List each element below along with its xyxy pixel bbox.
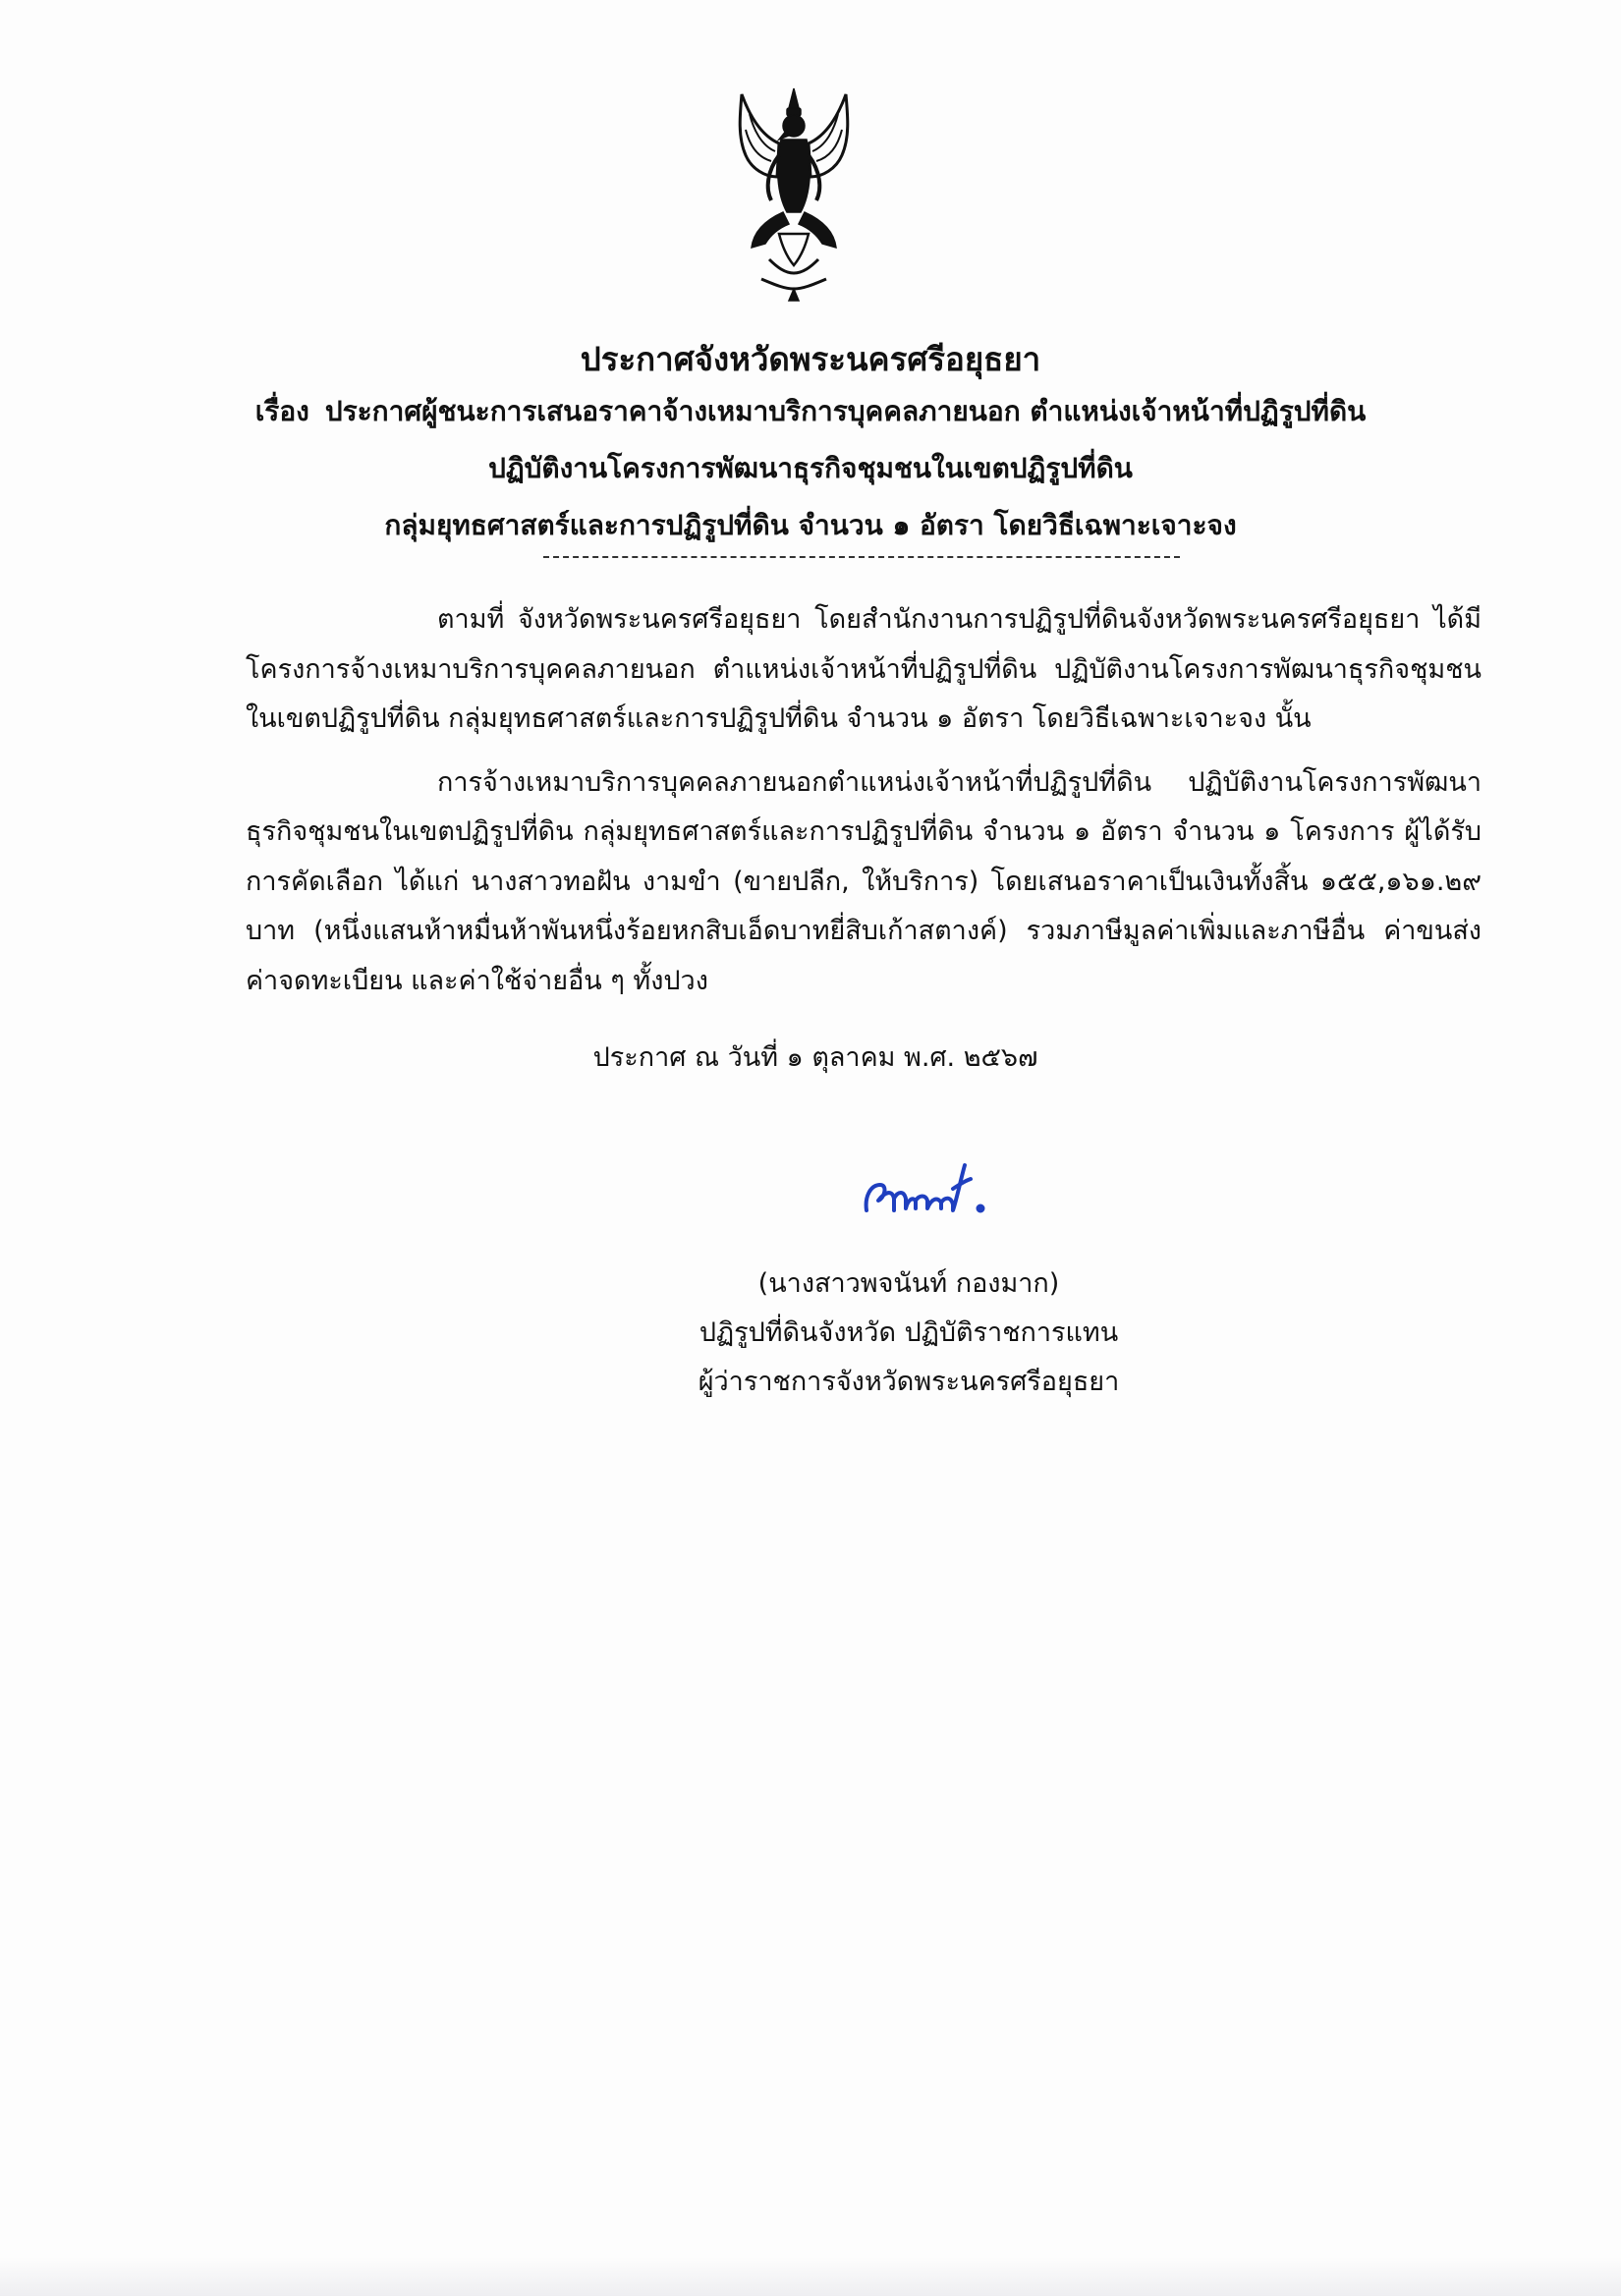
subject-label: เรื่อง (254, 395, 309, 427)
announcement-title: ประกาศจังหวัดพระนครศรีอยุธยา (580, 340, 1041, 378)
body-paragraph-1: ตามที่ จังหวัดพระนครศรีอยุธยา โดยสำนักงานการปฏิรูปที่ดินจังหวัดพระนครศรีอยุธยา ได้มีโครงการจ้างเหมาบริการบุคคลภายนอก ตำแหน่งเจ้าหน้าที่ปฏิรูปที่ดิน ปฏิบัติงานโครงการพัฒนาธุรกิจชุมชนในเขตปฏิรูปที่ดิน กลุ่มยุทธศาสตร์และการปฏิรูปที่ดิน จำนวน ๑ อัตรา โดยวิธีเฉพาะเจาะจง นั้น (246, 604, 1481, 734)
subject-text-1: ประกาศผู้ชนะการเสนอราคาจ้างเหมาบริการบุคคลภายนอก ตำแหน่งเจ้าหน้าที่ปฏิรูปที่ดิน (324, 395, 1367, 427)
signer-name: (นางสาวพจนันท์ กองมาก) (757, 1268, 1060, 1299)
dashed-divider (543, 556, 1180, 558)
announcement-date: ประกาศ ณ วันที่ ๑ ตุลาคม พ.ศ. ๒๕๖๗ (592, 1042, 1038, 1073)
announcement-body (246, 595, 1481, 1020)
subject-line-2: ปฏิบัติงานโครงการพัฒนาธุรกิจชุมชนในเขตปฏิรูปที่ดิน (488, 452, 1133, 484)
subject-line-3: กลุ่มยุทธศาสตร์และการปฏิรูปที่ดิน จำนวน ๑ อัตรา โดยวิธีเฉพาะเจาะจง (384, 509, 1237, 541)
garuda-emblem-icon (732, 86, 856, 303)
signer-position: ปฏิรูปที่ดินจังหวัด ปฏิบัติราชการแทน (699, 1317, 1119, 1348)
signer-on-behalf-of: ผู้ว่าราชการจังหวัดพระนครศรีอยุธยา (698, 1367, 1120, 1397)
subject-line-1 (177, 383, 1444, 440)
body-paragraph-2: การจ้างเหมาบริการบุคคลภายนอกตำแหน่งเจ้าหน้าที่ปฏิรูปที่ดิน ปฏิบัติงานโครงการพัฒนาธุรกิจชุมชนในเขตปฏิรูปที่ดิน กลุ่มยุทธศาสตร์และการปฏิรูปที่ดิน จำนวน ๑ อัตรา จำนวน ๑ โครงการ ผู้ได้รับการคัดเลือก ได้แก่ นางสาวทอฝัน งามขำ (ขายปลีก, ให้บริการ) โดยเสนอราคาเป็นเงินทั้งสิ้น ๑๕๕,๑๖๑.๒๙ บาท (หนึ่งแสนห้าหมื่นห้าพันหนึ่งร้อยหกสิบเอ็ดบาทยี่สิบเก้าสตางค์) รวมภาษีมูลค่าเพิ่มและภาษีอื่น ค่าขนส่ง ค่าจดทะเบียน และค่าใช้จ่ายอื่น ๆ ทั้งปวง (246, 766, 1481, 996)
page-edge-shadow (0, 2257, 1621, 2296)
signature-icon (855, 1149, 1002, 1228)
announcement-header (177, 336, 1444, 554)
signer-block (570, 1260, 1248, 1407)
